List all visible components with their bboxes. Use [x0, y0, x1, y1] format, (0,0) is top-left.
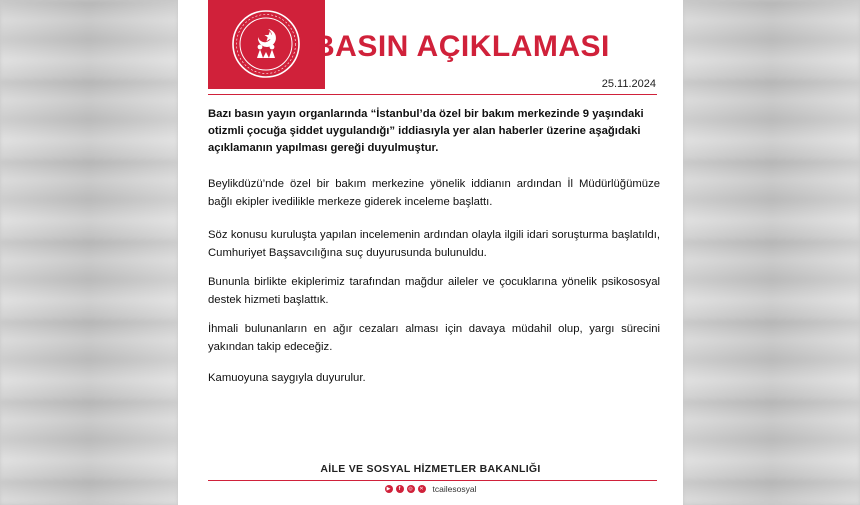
ministry-logo [208, 0, 325, 89]
header-divider [208, 94, 657, 95]
intro-paragraph: Bazı basın yayın organlarında “İstanbul’da özel bir bakım merkezinde 9 yaşındaki otizmli çocuğa şiddet uygulandığı” iddiasıyla yer alan haberler üzerine aşağıdaki açıklamanın yapılması gereği duyulmuştur. [208, 108, 644, 154]
ministry-name: AİLE VE SOSYAL HİZMETLER BAKANLIĞI [320, 463, 541, 475]
press-release-document [178, 0, 683, 505]
youtube-icon[interactable]: ▶ [385, 485, 393, 493]
social-handle[interactable]: tcailesosyal [432, 484, 477, 494]
instagram-icon[interactable]: ◎ [408, 486, 413, 492]
blurred-background-left [0, 0, 178, 505]
body-paragraph-1: Beylikdüzü’nde özel bir bakım merkezine yönelik iddianın ardından İl Müdürlüğümüze bağlı ekipler ivedilikle merkeze giderek inceleme başlattı. [208, 178, 660, 208]
x-icon[interactable]: ✕ [419, 486, 424, 492]
social-links [178, 484, 683, 494]
body-paragraph-2: Söz konusu kuruluşta yapılan incelemenin ardından olayla ilgili idari soruşturma başlatıldı, Cumhuriyet Başsavcılığına suç duyurusunda bulunuldu. [208, 229, 660, 259]
body-paragraph-4: İhmali bulunanların en ağır cezaları alması için davaya müdahil olup, yargı sürecini yakından takip edeceğiz. [208, 323, 660, 353]
document-date: 25.11.2024 [601, 78, 656, 90]
footer-divider [208, 480, 657, 481]
document-title: BASIN AÇIKLAMASI [313, 30, 610, 63]
body-paragraph-3: Bununla birlikte ekiplerimiz tarafından mağdur aileler ve çocuklarına yönelik psikososyal destek hizmeti başlattık. [208, 276, 660, 306]
closing-line: Kamuoyuna saygıyla duyurulur. [208, 372, 366, 384]
facebook-icon[interactable]: f [396, 485, 404, 493]
blurred-background-right [683, 0, 860, 505]
ministry-seal-icon [208, 0, 325, 89]
